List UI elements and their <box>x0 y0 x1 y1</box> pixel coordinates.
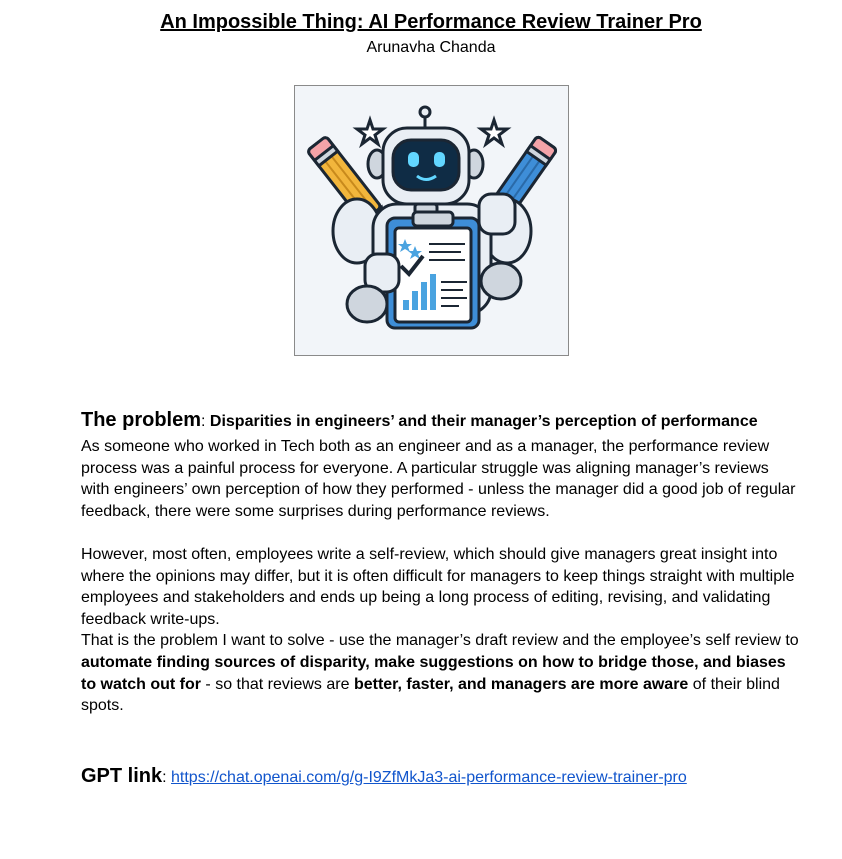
problem-paragraph-3 <box>81 630 801 716</box>
problem-section <box>81 406 801 717</box>
paragraph-3-text-2: - so that reviews are <box>200 675 354 693</box>
clipboard-icon <box>387 212 479 328</box>
gpt-link-section <box>81 762 801 792</box>
author-name: Arunavha Chanda <box>366 39 496 56</box>
problem-heading-line <box>81 406 801 436</box>
gpt-link-label: GPT link <box>81 765 163 787</box>
paragraph-3-text-1: That is the problem I want to solve - use the manager’s draft review and the employee’s self review to <box>81 632 799 650</box>
gpt-link-separator: : <box>162 769 172 786</box>
paragraph-3-text-3: of their blind spots. <box>81 675 780 715</box>
document-title: An Impossible Thing: AI Performance Review Trainer Pro <box>160 11 702 33</box>
problem-subheading: Disparities in engineers’ and their manager’s perception of performance <box>209 413 758 430</box>
robot-review-illustration <box>294 85 569 356</box>
problem-heading-separator: : <box>201 413 210 430</box>
paragraph-3-emphasis-2: better, faster, and managers are more aware <box>353 675 689 693</box>
problem-heading: The problem <box>81 409 202 431</box>
problem-paragraph-2: However, most often, employees write a self-review, which should give managers great insight into where the opinions may differ, but it is often difficult for managers to keep things straight with multiple employees and stakeholders and ends up being a long process of editing, revising, and validating feedback write-ups. <box>81 545 795 628</box>
paragraph-3-emphasis-1: automate finding sources of disparity, make suggestions on how to bridge those, and biases to watch out for <box>81 653 786 693</box>
robot-writing-performance-review-icon <box>295 86 568 355</box>
problem-paragraph-1: As someone who worked in Tech both as an engineer and as a manager, the performance review process was a painful process for everyone. A particular struggle was aligning manager’s reviews with engineers’ own perception of how they performed - unless the manager did a good job of regular feedback, there were some surprises during performance reviews. <box>81 438 796 520</box>
gpt-link[interactable]: https://chat.openai.com/g/g-I9ZfMkJa3-ai-performance-review-trainer-pro <box>171 769 687 786</box>
